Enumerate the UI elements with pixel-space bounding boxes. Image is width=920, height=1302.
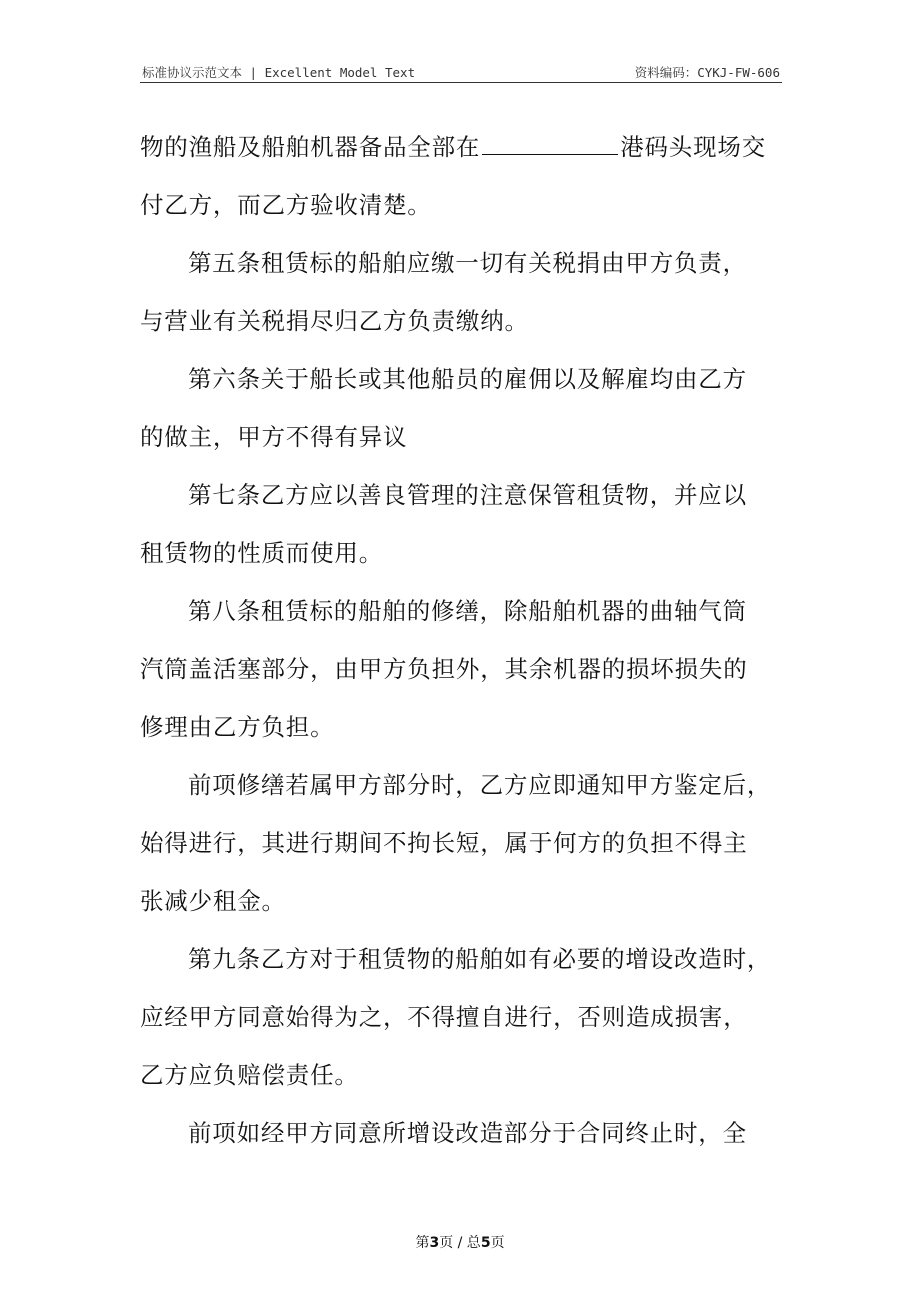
header-title: 标准协议示范文本 | Excellent Model Text	[142, 65, 416, 80]
footer-suffix: 页	[490, 1235, 505, 1251]
text-line: 应经甲方同意始得为之，不得擅自进行，否则造成损害，	[140, 1003, 748, 1031]
text-line: 修理由乙方负担。	[140, 713, 335, 741]
fill-in-blank	[482, 134, 618, 155]
document-body	[140, 118, 782, 1162]
total-page-count: 5	[480, 1235, 491, 1251]
page-header	[140, 60, 782, 83]
text-line: 付乙方，而乙方验收清楚。	[140, 191, 432, 219]
text-line: 的做主，甲方不得有异议	[140, 423, 408, 451]
text-line: 汽筒盖活塞部分，由甲方负担外，其余机器的损坏损失的	[140, 655, 748, 683]
paragraph	[140, 118, 782, 234]
header-doc-code: 资料编码：CYKJ-FW-606	[634, 65, 780, 80]
text-line: 乙方应负赔偿责任。	[140, 1061, 359, 1089]
text-line: 第九条乙方对于租赁物的船舶如有必要的增设改造时，	[188, 945, 772, 973]
text-line: 前项如经甲方同意所增设改造部分于合同终止时，全	[188, 1119, 747, 1147]
paragraph-article-8	[140, 582, 782, 756]
paragraph-article-8-clause	[140, 756, 782, 930]
text-line: 第六条关于船长或其他船员的雇佣以及解雇均由乙方	[188, 365, 747, 393]
footer-middle: 页 / 总	[439, 1235, 481, 1251]
paragraph-article-9-clause	[140, 1104, 782, 1162]
text-line: 始得进行，其进行期间不拘长短，属于何方的负担不得主	[140, 829, 748, 857]
text-line: 张减少租金。	[140, 887, 286, 915]
text-line: 第八条租赁标的船舶的修缮，除船舶机器的曲轴气筒	[188, 597, 747, 625]
paragraph-article-5	[140, 234, 782, 350]
text-line: 与营业有关税捐尽归乙方负责缴纳。	[140, 307, 529, 335]
paragraph-article-9	[140, 930, 782, 1104]
text-line: 第五条租赁标的船舶应缴一切有关税捐由甲方负责，	[188, 249, 747, 277]
text-line: 物的渔船及船舶机器备品全部在 港码头现场交	[140, 133, 767, 161]
text-line: 前项修缮若属甲方部分时，乙方应即通知甲方鉴定后，	[188, 771, 772, 799]
text-line: 租赁物的性质而使用。	[140, 539, 383, 567]
paragraph-article-6	[140, 350, 782, 466]
page-footer	[0, 1232, 920, 1252]
text-line: 第七条乙方应以善良管理的注意保管租赁物，并应以	[188, 481, 747, 509]
footer-prefix: 第	[415, 1235, 430, 1251]
current-page-number: 3	[429, 1235, 440, 1251]
paragraph-article-7	[140, 466, 782, 582]
